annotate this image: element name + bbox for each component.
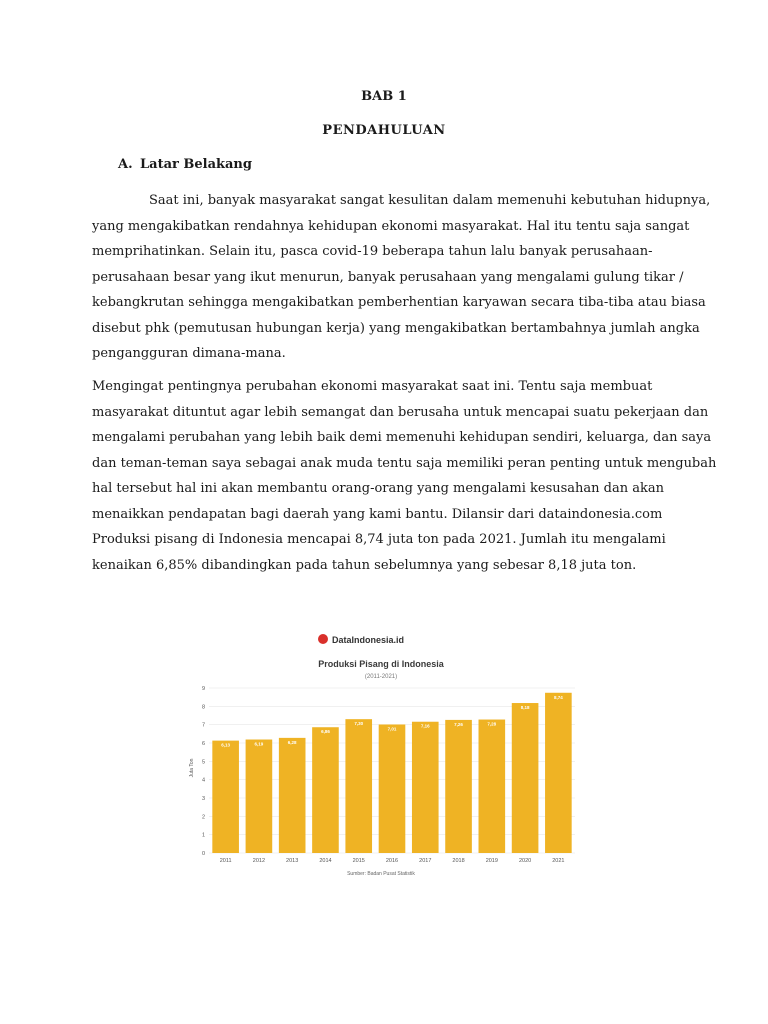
x-tick-label: 2015 [352,858,365,864]
bar-2017 [412,722,439,853]
brand-logo-icon [318,634,328,644]
chart-title: Produksi Pisang di Indonesia [318,659,444,669]
chapter-number: BAB 1 [361,89,407,104]
paragraph-line: mengalami perubahan yang lebih baik demi memenuhi kehidupan sendiri, keluarga, dan saya [92,430,712,445]
x-tick-label: 2013 [286,858,299,864]
y-tick-label: 1 [201,832,205,839]
chapter-title: PENDAHULUAN [322,123,446,138]
section-number: A. [118,157,133,172]
bar-value-label: 7,26 [454,721,463,727]
bar-value-label: 8,18 [520,705,530,711]
x-tick-label: 2021 [552,858,565,864]
chart-subtitle: (2011-2021) [364,674,398,680]
paragraph-line: memprihatinkan. Selain itu, pasca covid-19 beberapa tahun lalu banyak perusahaan- [92,244,653,259]
paragraph-line: Produksi pisang di Indonesia mencapai 8,74 juta ton pada 2021. Jumlah itu mengalami [92,532,666,547]
paragraph-1 [92,188,711,367]
bar-value-label: 8,74 [553,694,563,700]
bar-2012 [246,740,273,853]
paragraph-line: disebut phk (pemutusan hubungan kerja) yang mengakibatkan bertambahnya jumlah angka [92,320,700,336]
chart-figure [181,630,581,884]
bar-2011 [212,741,239,853]
paragraph-line: pengangguran dimana-mana. [92,346,286,361]
y-tick-label: 7 [201,722,205,729]
x-tick-label: 2017 [419,858,432,864]
paragraph-line: menaikkan pendapatan bagi daerah yang kami bantu. Dilansir dari dataindonesia.com [92,506,663,522]
section-heading [118,157,252,172]
bar-value-label: 7,01 [387,726,397,732]
y-tick-label: 4 [201,777,205,784]
paragraph-line: kebangkrutan sehingga mengakibatkan pemberhentian karyawan secara tiba-tiba atau biasa [92,295,706,310]
bar-2019 [479,720,506,853]
chart-source: Sumber: Badan Pusat Statistik [347,871,415,877]
y-axis-label: Juta Ton [189,758,195,778]
section-title: Latar Belakang [140,157,252,172]
bar-value-label: 6,19 [254,741,264,747]
y-tick-label: 0 [201,851,205,857]
y-axis-ticks [202,686,205,857]
x-tick-label: 2020 [518,858,532,864]
bar-2020 [512,703,539,853]
paragraph-line: Mengingat pentingnya perubahan ekonomi masyarakat saat ini. Tentu saja membuat [92,379,653,394]
y-tick-label: 2 [201,814,205,821]
y-tick-label: 8 [201,704,205,711]
x-tick-label: 2014 [319,858,332,864]
bar-2021 [545,693,572,853]
paragraph-line: dan teman-teman saya sebagai anak muda tentu saja memiliki peran penting untuk mengubah [92,455,717,471]
brand-name: DataIndonesia.id [332,635,405,645]
x-tick-label: 2019 [485,858,498,864]
bar-value-label: 6,86 [321,729,330,735]
y-tick-label: 3 [201,796,205,802]
paragraph-line: masyarakat dituntut agar lebih semangat dan berusaha untuk mencapai suatu pekerjaan dan [92,404,709,420]
paragraph-2 [92,374,717,578]
x-tick-label: 2012 [252,858,266,864]
bar-value-label: 7,16 [420,723,430,729]
paragraph-line: yang mengakibatkan rendahnya kehidupan ekonomi masyarakat. Hal itu tentu saja sangat [92,218,690,234]
paragraph-line: hal tersebut hal ini akan membantu orang-orang yang mengalami kesusahan dan akan [92,481,664,496]
bars [212,693,571,853]
x-tick-label: 2011 [219,858,232,864]
bar-2018 [445,720,472,853]
y-tick-label: 9 [201,686,205,692]
y-tick-label: 5 [201,759,205,766]
paragraph-line: Saat ini, banyak masyarakat sangat kesulitan dalam memenuhi kebutuhan hidupnya, [149,193,711,208]
bar-2013 [279,738,306,853]
bar-2016 [379,724,406,853]
bar-value-label: 6,13 [221,742,231,748]
paragraph-line: perusahaan besar yang ikut menurun, banyak perusahaan yang mengalami gulung tikar / [92,269,684,285]
y-tick-label: 6 [201,741,205,747]
bar-value-label: 7,30 [354,721,364,727]
brand-logo [318,634,404,645]
x-tick-label: 2016 [385,858,399,864]
bar-2014 [312,727,339,853]
bar-2015 [345,719,372,853]
bar-value-label: 7,28 [487,721,497,727]
x-axis-ticks [220,858,565,864]
bar-chart [181,630,581,884]
bar-value-label: 6,28 [287,739,297,745]
paragraph-line: kenaikan 6,85% dibandingkan pada tahun sebelumnya yang sebesar 8,18 juta ton. [92,557,637,573]
x-tick-label: 2018 [452,858,465,864]
